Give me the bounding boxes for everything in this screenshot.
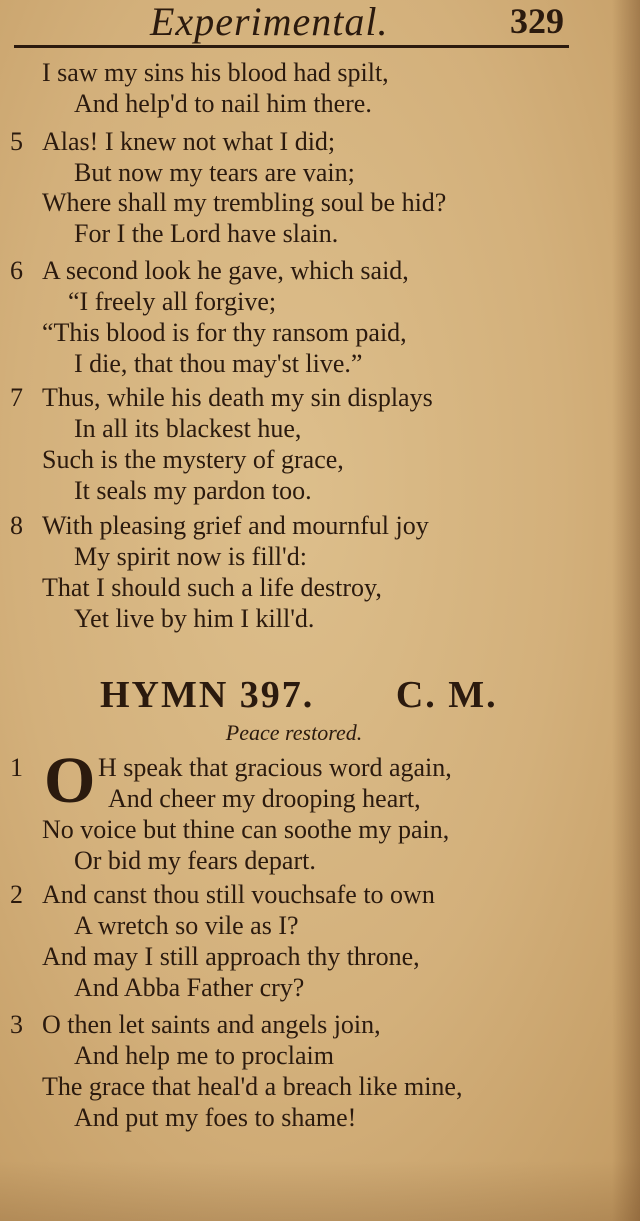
verse-line: Where shall my trembling soul be hid? [42, 188, 447, 217]
verse-line: The grace that heal'd a breach like mine, [42, 1072, 463, 1101]
verse-line: Yet live by him I kill'd. [74, 604, 315, 633]
verse-line: It seals my pardon too. [74, 476, 312, 505]
verse-line: I die, that thou may'st live.” [74, 349, 363, 378]
verse-line: For I the Lord have slain. [74, 219, 339, 248]
verse-line: “I freely all forgive; [68, 287, 277, 316]
stanza-number: 6 [10, 256, 23, 285]
page-number: 329 [510, 1, 564, 41]
stanza-number: 1 [10, 753, 23, 782]
running-title: Experimental. [150, 0, 389, 44]
verse-line: A wretch so vile as I? [74, 911, 299, 940]
running-header [0, 0, 640, 48]
hymn-meter: C. M. [395, 674, 498, 716]
verse-line: But now my tears are vain; [74, 158, 355, 187]
verse-line: With pleasing grief and mournful joy [42, 511, 429, 540]
verse-line: Such is the mystery of grace, [42, 445, 344, 474]
drop-cap: O [44, 744, 96, 817]
verse-line: A second look he gave, which said, [42, 256, 409, 285]
stanza-number: 2 [10, 880, 23, 909]
hymn-subtitle: Peace restored. [225, 720, 363, 745]
verse-line: And may I still approach thy throne, [42, 942, 420, 971]
stanza-number: 3 [10, 1010, 23, 1039]
hymn-title [100, 673, 498, 717]
verse-line: No voice but thine can soothe my pain, [42, 815, 450, 844]
verse-line: And put my foes to shame! [74, 1103, 357, 1132]
verse-line: In all its blackest hue, [74, 414, 302, 443]
verse-line: And cheer my drooping heart, [108, 784, 421, 813]
page-bottom-shadow [0, 1161, 640, 1221]
verse-line: And help me to proclaim [74, 1041, 334, 1070]
verse-line: My spirit now is fill'd: [74, 542, 307, 571]
header-rule [14, 45, 569, 48]
verse-line: “This blood is for thy ransom paid, [42, 318, 407, 347]
verse-line: Alas! I knew not what I did; [42, 127, 336, 156]
verse-line: And Abba Father cry? [74, 973, 305, 1002]
verse-line: Thus, while his death my sin displays [42, 383, 433, 412]
verse-line: H speak that gracious word again, [98, 753, 452, 782]
stanza-number: 5 [10, 127, 23, 156]
verse-line: That I should such a life destroy, [42, 573, 382, 602]
page-edge-shadow [612, 0, 640, 1221]
verse-line: And help'd to nail him there. [74, 89, 372, 118]
stanza-number: 7 [10, 383, 23, 412]
verse-line: And canst thou still vouchsafe to own [42, 880, 435, 909]
verse-line: Or bid my fears depart. [74, 846, 316, 875]
hymn-label: HYMN 397. [100, 674, 315, 716]
verse-line: O then let saints and angels join, [42, 1010, 381, 1039]
stanza-number: 8 [10, 511, 23, 540]
verse-line: I saw my sins his blood had spilt, [42, 58, 389, 87]
